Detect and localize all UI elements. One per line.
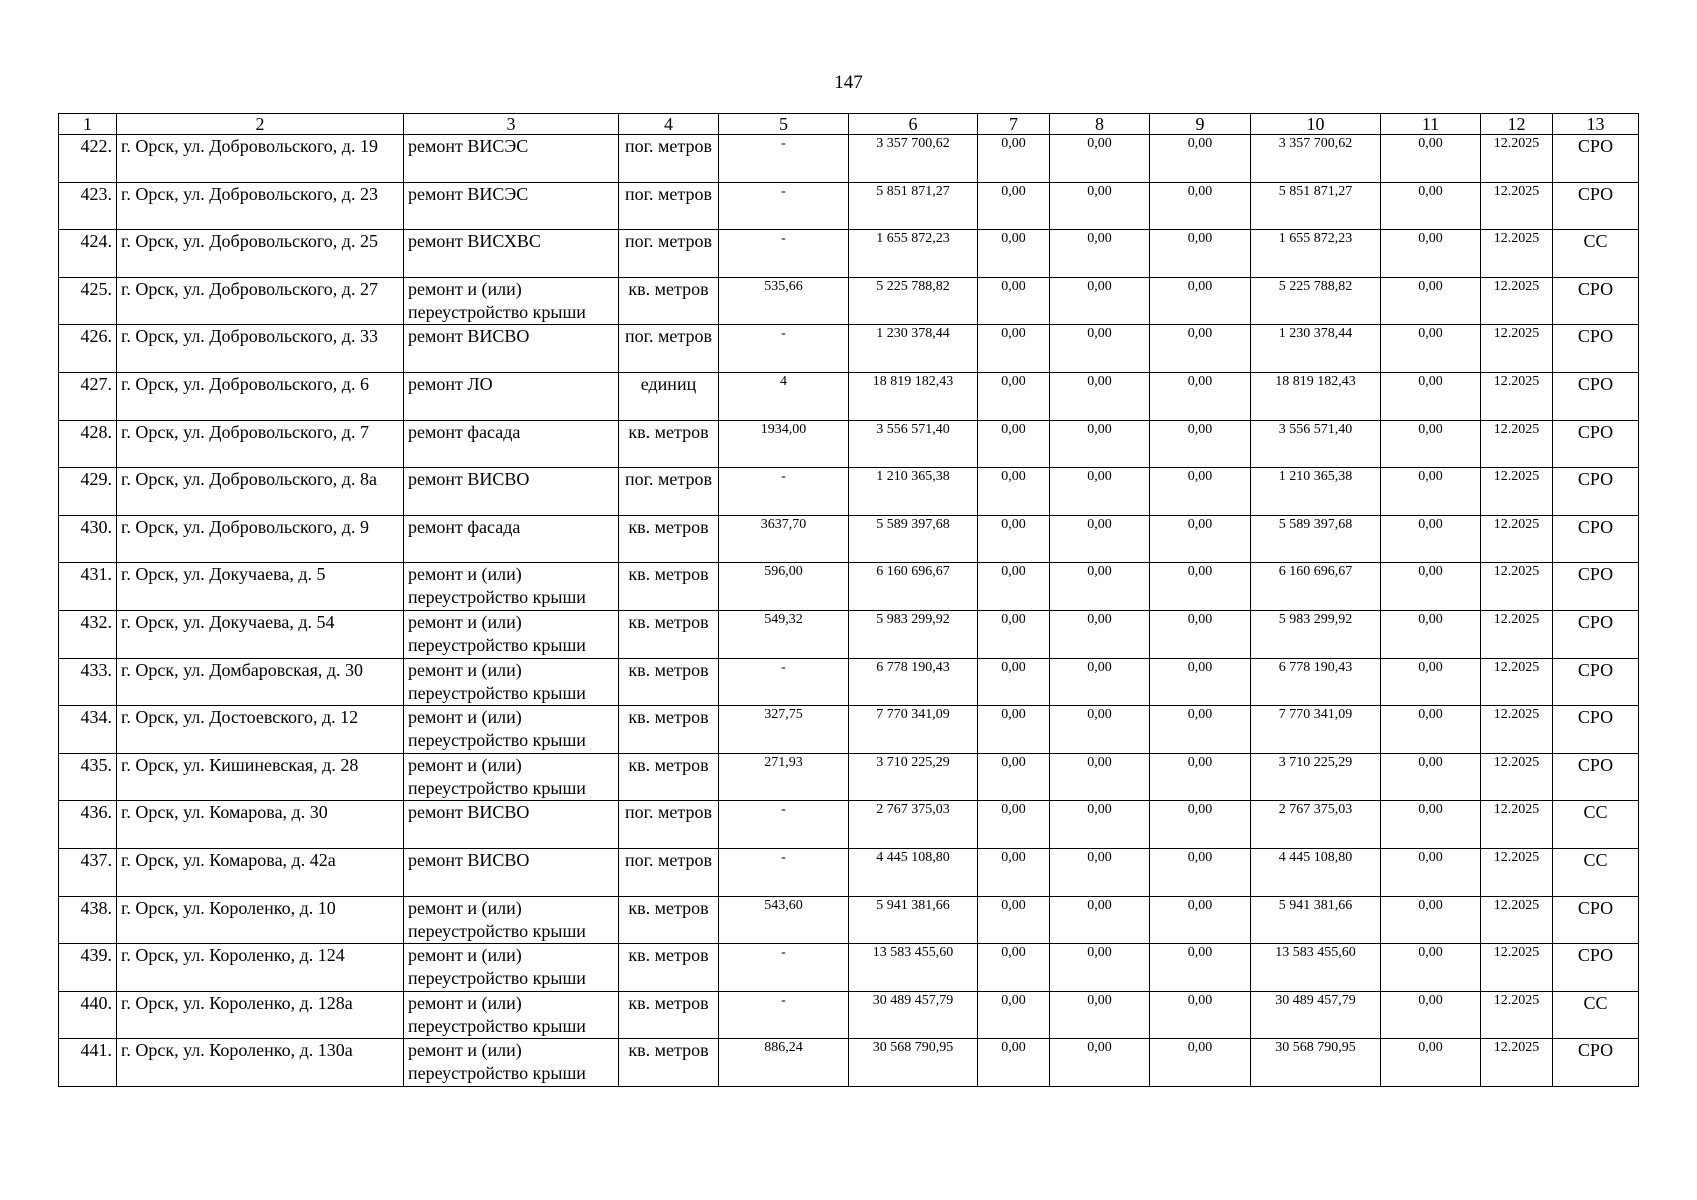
deadline-cell: 12.2025 bbox=[1481, 372, 1553, 420]
work-type-cell: ремонт ВИСХВС bbox=[404, 230, 619, 278]
unit-cell: пог. метров bbox=[619, 182, 719, 230]
col10-cell: 5 941 381,66 bbox=[1251, 896, 1381, 944]
deadline-cell: 12.2025 bbox=[1481, 182, 1553, 230]
address-cell: г. Орск, ул. Добровольского, д. 25 bbox=[117, 230, 404, 278]
method-cell: СРО bbox=[1553, 658, 1639, 706]
col7-cell: 0,00 bbox=[978, 515, 1050, 563]
col8-cell: 0,00 bbox=[1050, 706, 1150, 754]
deadline-cell: 12.2025 bbox=[1481, 563, 1553, 611]
col10-cell: 18 819 182,43 bbox=[1251, 372, 1381, 420]
col11-cell: 0,00 bbox=[1381, 991, 1481, 1039]
col10-cell: 1 655 872,23 bbox=[1251, 230, 1381, 278]
method-cell: СРО bbox=[1553, 420, 1639, 468]
col8-cell: 0,00 bbox=[1050, 896, 1150, 944]
deadline-cell: 12.2025 bbox=[1481, 944, 1553, 992]
cost-total-cell: 3 556 571,40 bbox=[849, 420, 978, 468]
quantity-cell: 4 bbox=[719, 372, 849, 420]
method-cell: СРО bbox=[1553, 515, 1639, 563]
deadline-cell: 12.2025 bbox=[1481, 610, 1553, 658]
unit-cell: кв. метров bbox=[619, 706, 719, 754]
address-cell: г. Орск, ул. Добровольского, д. 23 bbox=[117, 182, 404, 230]
column-number-row bbox=[59, 114, 1639, 135]
col11-cell: 0,00 bbox=[1381, 610, 1481, 658]
work-type-cell: ремонт ВИСВО bbox=[404, 468, 619, 516]
row-number-cell: 426. bbox=[59, 325, 117, 373]
col8-cell: 0,00 bbox=[1050, 753, 1150, 801]
table-header bbox=[59, 114, 1639, 135]
method-cell: СРО bbox=[1553, 135, 1639, 183]
work-type-cell: ремонт и (или) переустройство крыши bbox=[404, 944, 619, 992]
quantity-cell: 3637,70 bbox=[719, 515, 849, 563]
quantity-cell: 535,66 bbox=[719, 277, 849, 325]
deadline-cell: 12.2025 bbox=[1481, 277, 1553, 325]
col11-cell: 0,00 bbox=[1381, 706, 1481, 754]
col8-cell: 0,00 bbox=[1050, 135, 1150, 183]
unit-cell: кв. метров bbox=[619, 1039, 719, 1087]
row-number-cell: 435. bbox=[59, 753, 117, 801]
quantity-cell: 549,32 bbox=[719, 610, 849, 658]
cost-total-cell: 7 770 341,09 bbox=[849, 706, 978, 754]
col7-cell: 0,00 bbox=[978, 372, 1050, 420]
col9-cell: 0,00 bbox=[1150, 753, 1251, 801]
address-cell: г. Орск, ул. Добровольского, д. 6 bbox=[117, 372, 404, 420]
table-row bbox=[59, 944, 1639, 992]
col9-cell: 0,00 bbox=[1150, 658, 1251, 706]
col11-cell: 0,00 bbox=[1381, 848, 1481, 896]
row-number-cell: 437. bbox=[59, 848, 117, 896]
work-type-cell: ремонт фасада bbox=[404, 515, 619, 563]
method-cell: СРО bbox=[1553, 372, 1639, 420]
col9-cell: 0,00 bbox=[1150, 991, 1251, 1039]
column-header-9: 9 bbox=[1150, 114, 1251, 135]
col8-cell: 0,00 bbox=[1050, 944, 1150, 992]
page-number: 147 bbox=[834, 72, 863, 93]
unit-cell: кв. метров bbox=[619, 277, 719, 325]
address-cell: г. Орск, ул. Домбаровская, д. 30 bbox=[117, 658, 404, 706]
address-cell: г. Орск, ул. Добровольского, д. 33 bbox=[117, 325, 404, 373]
col10-cell: 1 210 365,38 bbox=[1251, 468, 1381, 516]
col10-cell: 5 225 788,82 bbox=[1251, 277, 1381, 325]
quantity-cell: - bbox=[719, 944, 849, 992]
col10-cell: 2 767 375,03 bbox=[1251, 801, 1381, 849]
quantity-cell: 1934,00 bbox=[719, 420, 849, 468]
cost-total-cell: 1 230 378,44 bbox=[849, 325, 978, 373]
cost-total-cell: 5 225 788,82 bbox=[849, 277, 978, 325]
quantity-cell: - bbox=[719, 135, 849, 183]
col7-cell: 0,00 bbox=[978, 991, 1050, 1039]
cost-total-cell: 6 160 696,67 bbox=[849, 563, 978, 611]
column-header-12: 12 bbox=[1481, 114, 1553, 135]
work-type-cell: ремонт ВИСЭС bbox=[404, 135, 619, 183]
quantity-cell: - bbox=[719, 182, 849, 230]
method-cell: СРО bbox=[1553, 944, 1639, 992]
col7-cell: 0,00 bbox=[978, 658, 1050, 706]
table-row bbox=[59, 1039, 1639, 1087]
row-number-cell: 441. bbox=[59, 1039, 117, 1087]
col7-cell: 0,00 bbox=[978, 182, 1050, 230]
col10-cell: 5 851 871,27 bbox=[1251, 182, 1381, 230]
unit-cell: единиц bbox=[619, 372, 719, 420]
unit-cell: кв. метров bbox=[619, 753, 719, 801]
unit-cell: кв. метров bbox=[619, 515, 719, 563]
quantity-cell: 886,24 bbox=[719, 1039, 849, 1087]
col8-cell: 0,00 bbox=[1050, 230, 1150, 278]
col8-cell: 0,00 bbox=[1050, 182, 1150, 230]
col7-cell: 0,00 bbox=[978, 1039, 1050, 1087]
quantity-cell: 596,00 bbox=[719, 563, 849, 611]
address-cell: г. Орск, ул. Добровольского, д. 8а bbox=[117, 468, 404, 516]
unit-cell: кв. метров bbox=[619, 991, 719, 1039]
address-cell: г. Орск, ул. Короленко, д. 124 bbox=[117, 944, 404, 992]
col8-cell: 0,00 bbox=[1050, 277, 1150, 325]
cost-total-cell: 2 767 375,03 bbox=[849, 801, 978, 849]
col7-cell: 0,00 bbox=[978, 848, 1050, 896]
col8-cell: 0,00 bbox=[1050, 991, 1150, 1039]
deadline-cell: 12.2025 bbox=[1481, 896, 1553, 944]
col11-cell: 0,00 bbox=[1381, 801, 1481, 849]
address-cell: г. Орск, ул. Добровольского, д. 19 bbox=[117, 135, 404, 183]
quantity-cell: - bbox=[719, 991, 849, 1039]
col10-cell: 7 770 341,09 bbox=[1251, 706, 1381, 754]
cost-total-cell: 3 357 700,62 bbox=[849, 135, 978, 183]
column-header-10: 10 bbox=[1251, 114, 1381, 135]
row-number-cell: 433. bbox=[59, 658, 117, 706]
unit-cell: кв. метров bbox=[619, 610, 719, 658]
col10-cell: 13 583 455,60 bbox=[1251, 944, 1381, 992]
address-cell: г. Орск, ул. Достоевского, д. 12 bbox=[117, 706, 404, 754]
column-header-2: 2 bbox=[117, 114, 404, 135]
col9-cell: 0,00 bbox=[1150, 848, 1251, 896]
col8-cell: 0,00 bbox=[1050, 848, 1150, 896]
quantity-cell: 543,60 bbox=[719, 896, 849, 944]
row-number-cell: 424. bbox=[59, 230, 117, 278]
work-type-cell: ремонт и (или) переустройство крыши bbox=[404, 658, 619, 706]
unit-cell: кв. метров bbox=[619, 658, 719, 706]
table-row bbox=[59, 801, 1639, 849]
row-number-cell: 434. bbox=[59, 706, 117, 754]
col10-cell: 5 983 299,92 bbox=[1251, 610, 1381, 658]
unit-cell: кв. метров bbox=[619, 563, 719, 611]
col7-cell: 0,00 bbox=[978, 610, 1050, 658]
table-row bbox=[59, 896, 1639, 944]
address-cell: г. Орск, ул. Кишиневская, д. 28 bbox=[117, 753, 404, 801]
cost-total-cell: 30 568 790,95 bbox=[849, 1039, 978, 1087]
unit-cell: пог. метров bbox=[619, 325, 719, 373]
col11-cell: 0,00 bbox=[1381, 563, 1481, 611]
col9-cell: 0,00 bbox=[1150, 944, 1251, 992]
column-header-3: 3 bbox=[404, 114, 619, 135]
col7-cell: 0,00 bbox=[978, 135, 1050, 183]
col7-cell: 0,00 bbox=[978, 420, 1050, 468]
unit-cell: кв. метров bbox=[619, 944, 719, 992]
deadline-cell: 12.2025 bbox=[1481, 230, 1553, 278]
method-cell: СРО bbox=[1553, 706, 1639, 754]
col8-cell: 0,00 bbox=[1050, 801, 1150, 849]
col11-cell: 0,00 bbox=[1381, 468, 1481, 516]
table-row bbox=[59, 706, 1639, 754]
row-number-cell: 422. bbox=[59, 135, 117, 183]
cost-total-cell: 6 778 190,43 bbox=[849, 658, 978, 706]
unit-cell: пог. метров bbox=[619, 230, 719, 278]
work-type-cell: ремонт и (или) переустройство крыши bbox=[404, 1039, 619, 1087]
column-header-7: 7 bbox=[978, 114, 1050, 135]
quantity-cell: - bbox=[719, 325, 849, 373]
cost-total-cell: 5 983 299,92 bbox=[849, 610, 978, 658]
work-type-cell: ремонт фасада bbox=[404, 420, 619, 468]
column-header-8: 8 bbox=[1050, 114, 1150, 135]
col10-cell: 30 568 790,95 bbox=[1251, 1039, 1381, 1087]
col9-cell: 0,00 bbox=[1150, 420, 1251, 468]
row-number-cell: 427. bbox=[59, 372, 117, 420]
col11-cell: 0,00 bbox=[1381, 277, 1481, 325]
cost-total-cell: 18 819 182,43 bbox=[849, 372, 978, 420]
col11-cell: 0,00 bbox=[1381, 515, 1481, 563]
quantity-cell: - bbox=[719, 230, 849, 278]
col7-cell: 0,00 bbox=[978, 325, 1050, 373]
cost-total-cell: 30 489 457,79 bbox=[849, 991, 978, 1039]
work-type-cell: ремонт и (или) переустройство крыши bbox=[404, 706, 619, 754]
unit-cell: пог. метров bbox=[619, 848, 719, 896]
method-cell: СРО bbox=[1553, 468, 1639, 516]
address-cell: г. Орск, ул. Короленко, д. 10 bbox=[117, 896, 404, 944]
cost-total-cell: 13 583 455,60 bbox=[849, 944, 978, 992]
col9-cell: 0,00 bbox=[1150, 325, 1251, 373]
col9-cell: 0,00 bbox=[1150, 563, 1251, 611]
cost-total-cell: 5 589 397,68 bbox=[849, 515, 978, 563]
cost-total-cell: 4 445 108,80 bbox=[849, 848, 978, 896]
repair-program-table bbox=[58, 113, 1639, 1087]
method-cell: СРО bbox=[1553, 277, 1639, 325]
column-header-11: 11 bbox=[1381, 114, 1481, 135]
table-row bbox=[59, 991, 1639, 1039]
col7-cell: 0,00 bbox=[978, 753, 1050, 801]
row-number-cell: 438. bbox=[59, 896, 117, 944]
row-number-cell: 429. bbox=[59, 468, 117, 516]
table-row bbox=[59, 325, 1639, 373]
col8-cell: 0,00 bbox=[1050, 515, 1150, 563]
column-header-1: 1 bbox=[59, 114, 117, 135]
col9-cell: 0,00 bbox=[1150, 1039, 1251, 1087]
table-row bbox=[59, 610, 1639, 658]
method-cell: СРО bbox=[1553, 610, 1639, 658]
table-row bbox=[59, 372, 1639, 420]
col8-cell: 0,00 bbox=[1050, 610, 1150, 658]
col8-cell: 0,00 bbox=[1050, 420, 1150, 468]
deadline-cell: 12.2025 bbox=[1481, 706, 1553, 754]
col10-cell: 3 710 225,29 bbox=[1251, 753, 1381, 801]
method-cell: СС bbox=[1553, 801, 1639, 849]
table-row bbox=[59, 277, 1639, 325]
col7-cell: 0,00 bbox=[978, 468, 1050, 516]
col7-cell: 0,00 bbox=[978, 896, 1050, 944]
row-number-cell: 432. bbox=[59, 610, 117, 658]
deadline-cell: 12.2025 bbox=[1481, 1039, 1553, 1087]
deadline-cell: 12.2025 bbox=[1481, 753, 1553, 801]
address-cell: г. Орск, ул. Докучаева, д. 54 bbox=[117, 610, 404, 658]
row-number-cell: 436. bbox=[59, 801, 117, 849]
quantity-cell: 327,75 bbox=[719, 706, 849, 754]
table-row bbox=[59, 515, 1639, 563]
address-cell: г. Орск, ул. Добровольского, д. 7 bbox=[117, 420, 404, 468]
col11-cell: 0,00 bbox=[1381, 753, 1481, 801]
col9-cell: 0,00 bbox=[1150, 896, 1251, 944]
col10-cell: 3 556 571,40 bbox=[1251, 420, 1381, 468]
col8-cell: 0,00 bbox=[1050, 658, 1150, 706]
address-cell: г. Орск, ул. Комарова, д. 42а bbox=[117, 848, 404, 896]
method-cell: СРО bbox=[1553, 1039, 1639, 1087]
deadline-cell: 12.2025 bbox=[1481, 848, 1553, 896]
deadline-cell: 12.2025 bbox=[1481, 991, 1553, 1039]
column-header-5: 5 bbox=[719, 114, 849, 135]
address-cell: г. Орск, ул. Добровольского, д. 9 bbox=[117, 515, 404, 563]
col7-cell: 0,00 bbox=[978, 230, 1050, 278]
cost-total-cell: 5 851 871,27 bbox=[849, 182, 978, 230]
col11-cell: 0,00 bbox=[1381, 658, 1481, 706]
work-type-cell: ремонт ВИСЭС bbox=[404, 182, 619, 230]
address-cell: г. Орск, ул. Докучаева, д. 5 bbox=[117, 563, 404, 611]
method-cell: СРО bbox=[1553, 325, 1639, 373]
address-cell: г. Орск, ул. Короленко, д. 130а bbox=[117, 1039, 404, 1087]
col8-cell: 0,00 bbox=[1050, 325, 1150, 373]
quantity-cell: - bbox=[719, 658, 849, 706]
table-body bbox=[59, 135, 1639, 1087]
unit-cell: кв. метров bbox=[619, 896, 719, 944]
col9-cell: 0,00 bbox=[1150, 801, 1251, 849]
column-header-6: 6 bbox=[849, 114, 978, 135]
col8-cell: 0,00 bbox=[1050, 468, 1150, 516]
method-cell: СРО bbox=[1553, 563, 1639, 611]
col11-cell: 0,00 bbox=[1381, 1039, 1481, 1087]
address-cell: г. Орск, ул. Короленко, д. 128а bbox=[117, 991, 404, 1039]
row-number-cell: 425. bbox=[59, 277, 117, 325]
col10-cell: 4 445 108,80 bbox=[1251, 848, 1381, 896]
deadline-cell: 12.2025 bbox=[1481, 801, 1553, 849]
col10-cell: 3 357 700,62 bbox=[1251, 135, 1381, 183]
deadline-cell: 12.2025 bbox=[1481, 515, 1553, 563]
table-row bbox=[59, 420, 1639, 468]
cost-total-cell: 1 210 365,38 bbox=[849, 468, 978, 516]
col7-cell: 0,00 bbox=[978, 277, 1050, 325]
address-cell: г. Орск, ул. Добровольского, д. 27 bbox=[117, 277, 404, 325]
table-row bbox=[59, 563, 1639, 611]
work-type-cell: ремонт ВИСВО bbox=[404, 848, 619, 896]
unit-cell: кв. метров bbox=[619, 420, 719, 468]
table-row bbox=[59, 658, 1639, 706]
table-row bbox=[59, 135, 1639, 183]
quantity-cell: - bbox=[719, 848, 849, 896]
deadline-cell: 12.2025 bbox=[1481, 325, 1553, 373]
col10-cell: 30 489 457,79 bbox=[1251, 991, 1381, 1039]
table-row bbox=[59, 848, 1639, 896]
table-row bbox=[59, 753, 1639, 801]
col11-cell: 0,00 bbox=[1381, 325, 1481, 373]
row-number-cell: 440. bbox=[59, 991, 117, 1039]
col11-cell: 0,00 bbox=[1381, 420, 1481, 468]
col9-cell: 0,00 bbox=[1150, 610, 1251, 658]
col9-cell: 0,00 bbox=[1150, 182, 1251, 230]
work-type-cell: ремонт и (или) переустройство крыши bbox=[404, 753, 619, 801]
unit-cell: пог. метров bbox=[619, 801, 719, 849]
deadline-cell: 12.2025 bbox=[1481, 135, 1553, 183]
deadline-cell: 12.2025 bbox=[1481, 468, 1553, 516]
work-type-cell: ремонт и (или) переустройство крыши bbox=[404, 277, 619, 325]
col7-cell: 0,00 bbox=[978, 706, 1050, 754]
table-row bbox=[59, 468, 1639, 516]
method-cell: СС bbox=[1553, 848, 1639, 896]
table-row bbox=[59, 182, 1639, 230]
table-row bbox=[59, 230, 1639, 278]
row-number-cell: 428. bbox=[59, 420, 117, 468]
quantity-cell: - bbox=[719, 801, 849, 849]
col11-cell: 0,00 bbox=[1381, 372, 1481, 420]
unit-cell: пог. метров bbox=[619, 135, 719, 183]
quantity-cell: - bbox=[719, 468, 849, 516]
method-cell: СРО bbox=[1553, 182, 1639, 230]
unit-cell: пог. метров bbox=[619, 468, 719, 516]
col9-cell: 0,00 bbox=[1150, 515, 1251, 563]
work-type-cell: ремонт ВИСВО bbox=[404, 801, 619, 849]
col10-cell: 1 230 378,44 bbox=[1251, 325, 1381, 373]
col7-cell: 0,00 bbox=[978, 563, 1050, 611]
column-header-4: 4 bbox=[619, 114, 719, 135]
col9-cell: 0,00 bbox=[1150, 372, 1251, 420]
col7-cell: 0,00 bbox=[978, 801, 1050, 849]
row-number-cell: 430. bbox=[59, 515, 117, 563]
row-number-cell: 431. bbox=[59, 563, 117, 611]
col11-cell: 0,00 bbox=[1381, 896, 1481, 944]
col9-cell: 0,00 bbox=[1150, 468, 1251, 516]
method-cell: СС bbox=[1553, 230, 1639, 278]
deadline-cell: 12.2025 bbox=[1481, 420, 1553, 468]
work-type-cell: ремонт и (или) переустройство крыши bbox=[404, 896, 619, 944]
row-number-cell: 439. bbox=[59, 944, 117, 992]
method-cell: СРО bbox=[1553, 753, 1639, 801]
address-cell: г. Орск, ул. Комарова, д. 30 bbox=[117, 801, 404, 849]
col9-cell: 0,00 bbox=[1150, 230, 1251, 278]
work-type-cell: ремонт и (или) переустройство крыши bbox=[404, 563, 619, 611]
col11-cell: 0,00 bbox=[1381, 230, 1481, 278]
col11-cell: 0,00 bbox=[1381, 944, 1481, 992]
cost-total-cell: 5 941 381,66 bbox=[849, 896, 978, 944]
col8-cell: 0,00 bbox=[1050, 1039, 1150, 1087]
cost-total-cell: 3 710 225,29 bbox=[849, 753, 978, 801]
row-number-cell: 423. bbox=[59, 182, 117, 230]
method-cell: СС bbox=[1553, 991, 1639, 1039]
col9-cell: 0,00 bbox=[1150, 277, 1251, 325]
quantity-cell: 271,93 bbox=[719, 753, 849, 801]
cost-total-cell: 1 655 872,23 bbox=[849, 230, 978, 278]
col9-cell: 0,00 bbox=[1150, 135, 1251, 183]
col7-cell: 0,00 bbox=[978, 944, 1050, 992]
col9-cell: 0,00 bbox=[1150, 706, 1251, 754]
work-type-cell: ремонт и (или) переустройство крыши bbox=[404, 991, 619, 1039]
col10-cell: 5 589 397,68 bbox=[1251, 515, 1381, 563]
col11-cell: 0,00 bbox=[1381, 135, 1481, 183]
col8-cell: 0,00 bbox=[1050, 372, 1150, 420]
column-header-13: 13 bbox=[1553, 114, 1639, 135]
col8-cell: 0,00 bbox=[1050, 563, 1150, 611]
col10-cell: 6 778 190,43 bbox=[1251, 658, 1381, 706]
work-type-cell: ремонт и (или) переустройство крыши bbox=[404, 610, 619, 658]
col10-cell: 6 160 696,67 bbox=[1251, 563, 1381, 611]
work-type-cell: ремонт ВИСВО bbox=[404, 325, 619, 373]
work-type-cell: ремонт ЛО bbox=[404, 372, 619, 420]
deadline-cell: 12.2025 bbox=[1481, 658, 1553, 706]
col11-cell: 0,00 bbox=[1381, 182, 1481, 230]
method-cell: СРО bbox=[1553, 896, 1639, 944]
